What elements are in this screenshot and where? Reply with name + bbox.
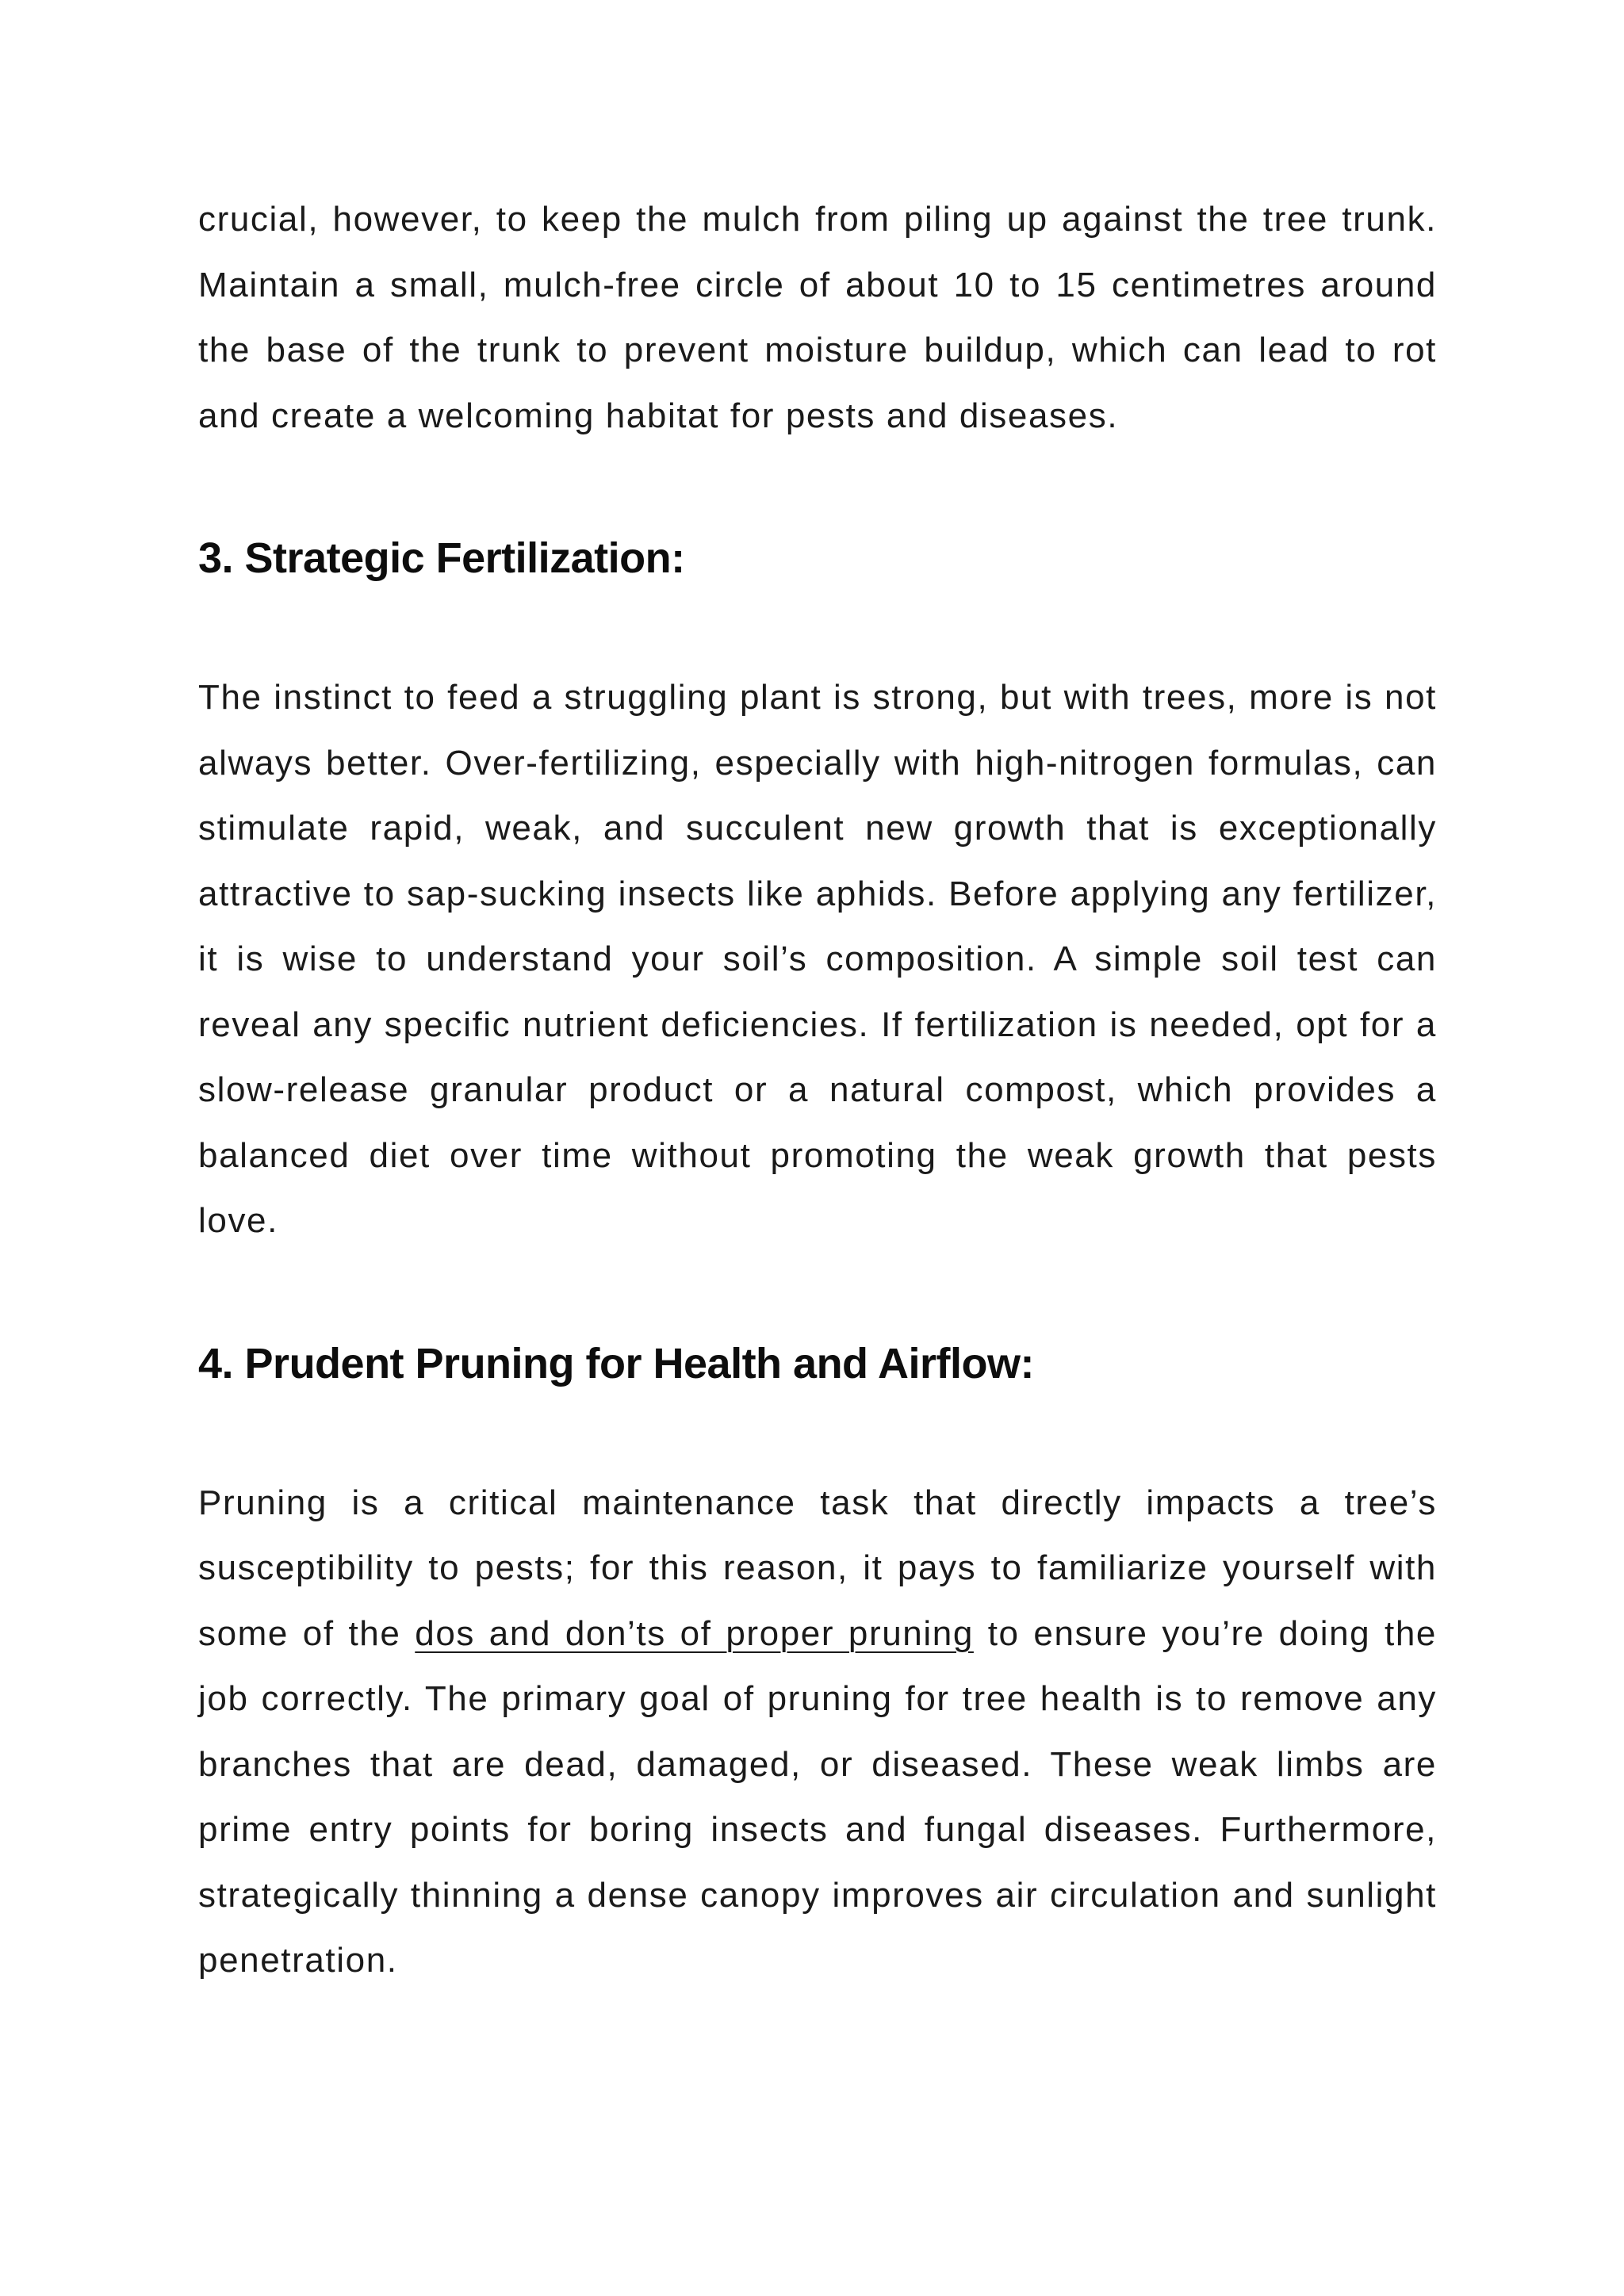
pruning-text-before-link: Pruning is a critical maintenance task that directly impacts a tree’s susceptibility to pests; for this reason, it pays to familiarize yourself with some of the (198, 1483, 1437, 1653)
document-page (198, 187, 1437, 1994)
section-heading-prudent-pruning: 4. Prudent Pruning for Health and Airflow: (198, 1339, 1035, 1387)
pruning-dos-and-donts-link[interactable]: dos and don’ts of proper pruning (415, 1613, 974, 1653)
pruning-text-after-link: to ensure you’re doing the job correctly. The primary goal of pruning for tree health is to remove any branches that are dead, damaged, or diseased. These weak limbs are prime entry points for boring insects and fungal diseases. Furthermore, strategically thinning a dense canopy improves air circulation and sunlight penetration. (198, 1613, 1437, 1980)
intro-paragraph: crucial, however, to keep the mulch from piling up against the tree trunk. Maintain a small, mulch-free circle of about 10 to 15 centimetres around the base of the trunk to prevent moisture buildup, which can lead to rot and create a welcoming habitat for pests and diseases. (198, 200, 1437, 435)
section-paragraph-fertilization: The instinct to feed a struggling plant is strong, but with trees, more is not always better. Over-fertilizing, especially with high-nitrogen formulas, can stimulate rapid, weak, and succulent new growth that is exceptionally attractive to sap-sucking insects like aphids. Before applying any fertilizer, it is wise to understand your soil’s composition. A simple soil test can reveal any specific nutrient deficiencies. If fertilization is needed, opt for a slow-release granular product or a natural compost, which provides a balanced diet over time without promoting the weak growth that pests love. (198, 678, 1437, 1240)
section-heading-strategic-fertilization: 3. Strategic Fertilization: (198, 534, 685, 582)
section-paragraph-pruning (198, 1471, 1437, 1994)
